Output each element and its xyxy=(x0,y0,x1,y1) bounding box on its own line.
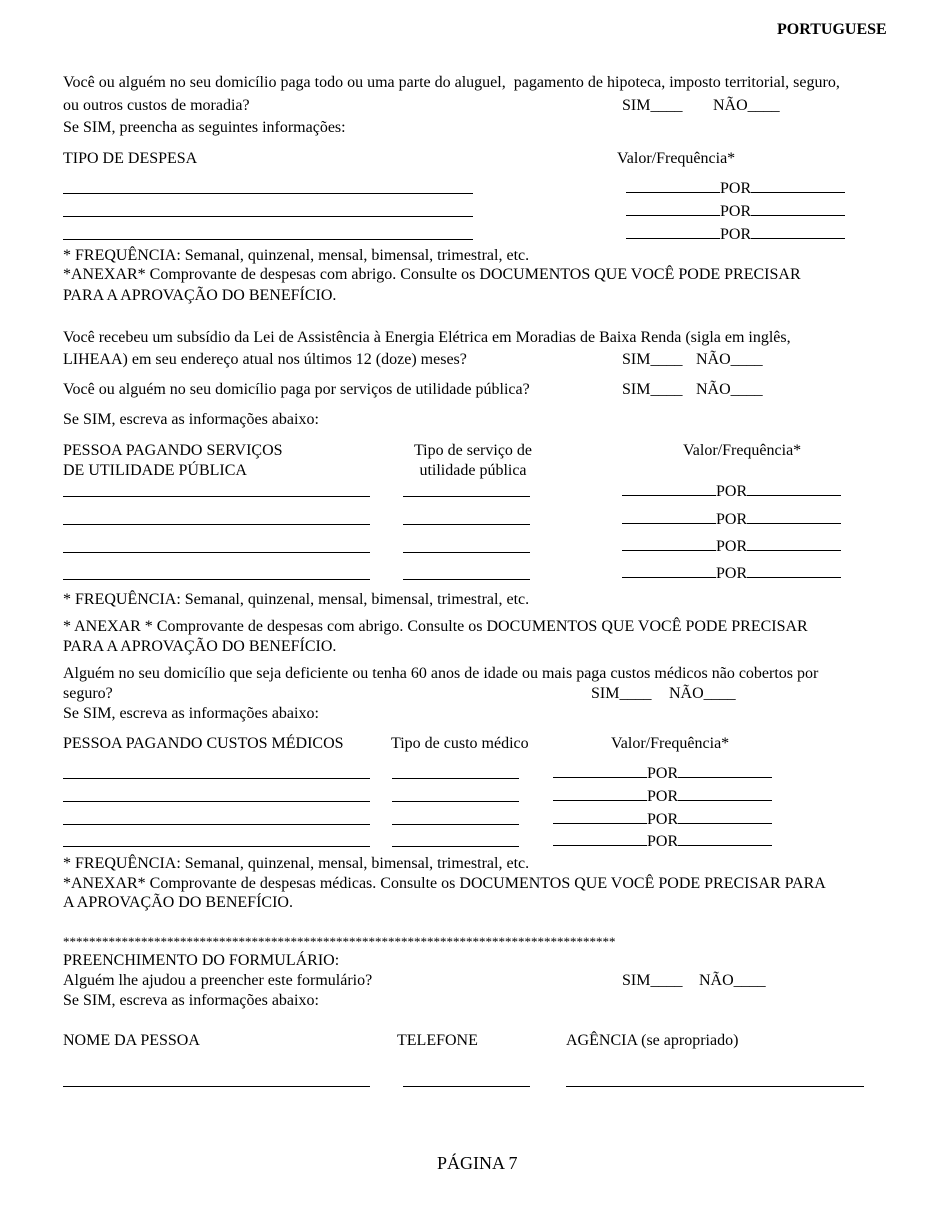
housing-nao-field[interactable]: NÃO____ xyxy=(713,97,780,114)
housing-question-line2: ou outros custos de moradia? xyxy=(63,97,250,114)
medical-sim-field[interactable]: SIM____ xyxy=(591,685,652,702)
medical-person-line-4[interactable] xyxy=(63,846,370,847)
form-completion-col-name: NOME DA PESSOA xyxy=(63,1032,200,1049)
medical-value-row-3[interactable]: POR xyxy=(553,809,772,830)
utilities-value-row-3[interactable]: POR xyxy=(622,536,841,557)
medical-col-value: Valor/Frequência* xyxy=(611,735,730,752)
medical-col-person: PESSOA PAGANDO CUSTOS MÉDICOS xyxy=(63,735,344,752)
medical-person-line-3[interactable] xyxy=(63,824,370,825)
medical-nao-field[interactable]: NÃO____ xyxy=(669,685,736,702)
utilities-col-person-line1: PESSOA PAGANDO SERVIÇOS xyxy=(63,442,283,459)
utilities-type-line-2[interactable] xyxy=(403,524,530,525)
form-completion-sim-field[interactable]: SIM____ xyxy=(622,972,683,989)
form-completion-if-yes: Se SIM, escreva as informações abaixo: xyxy=(63,992,319,1009)
utilities-note-attach-line1: * ANEXAR * Comprovante de despesas com abrigo. Consulte os DOCUMENTOS QUE VOCÊ PODE PRECISAR xyxy=(63,618,808,635)
medical-person-line-1[interactable] xyxy=(63,778,370,779)
liheaa-question-line2: LIHEAA) em seu endereço atual nos últimos 12 (doze) meses? xyxy=(63,351,467,368)
housing-question-line1: Você ou alguém no seu domicílio paga todo ou uma parte do aluguel, pagamento de hipoteca, imposto territorial, seguro, xyxy=(63,74,840,91)
page-number: PÁGINA 7 xyxy=(437,1153,518,1173)
utilities-type-line-1[interactable] xyxy=(403,496,530,497)
medical-value-row-2[interactable]: POR xyxy=(553,786,772,807)
housing-type-line-3[interactable] xyxy=(63,239,473,240)
helper-agency-line[interactable] xyxy=(566,1086,864,1087)
liheaa-sim-field[interactable]: SIM____ xyxy=(622,351,683,368)
medical-type-line-2[interactable] xyxy=(392,801,519,802)
housing-col-type: TIPO DE DESPESA xyxy=(63,150,198,167)
housing-note-frequency: * FREQUÊNCIA: Semanal, quinzenal, mensal, bimensal, trimestral, etc. xyxy=(63,247,530,264)
utilities-col-value: Valor/Frequência* xyxy=(683,442,802,459)
utilities-note-frequency: * FREQUÊNCIA: Semanal, quinzenal, mensal, bimensal, trimestral, etc. xyxy=(63,591,530,608)
housing-value-row-2[interactable]: POR xyxy=(626,201,845,222)
medical-person-line-2[interactable] xyxy=(63,801,370,802)
utilities-note-attach-line2: PARA A APROVAÇÃO DO BENEFÍCIO. xyxy=(63,638,337,655)
housing-col-value: Valor/Frequência* xyxy=(617,150,736,167)
housing-sim-field[interactable]: SIM____ xyxy=(622,97,683,114)
form-completion-question: Alguém lhe ajudou a preencher este formulário? xyxy=(63,972,373,989)
medical-type-line-4[interactable] xyxy=(392,846,519,847)
housing-type-line-1[interactable] xyxy=(63,193,473,194)
utilities-col-type-line1: Tipo de serviço de xyxy=(413,442,533,459)
utilities-if-yes: Se SIM, escreva as informações abaixo: xyxy=(63,411,319,428)
form-completion-col-phone: TELEFONE xyxy=(397,1032,478,1049)
liheaa-question-line1: Você recebeu um subsídio da Lei de Assistência à Energia Elétrica em Moradias de Baixa Renda (sigla em inglês, xyxy=(63,329,791,346)
medical-note-frequency: * FREQUÊNCIA: Semanal, quinzenal, mensal, bimensal, trimestral, etc. xyxy=(63,855,530,872)
helper-phone-line[interactable] xyxy=(403,1086,530,1087)
housing-value-row-1[interactable]: POR xyxy=(626,178,845,199)
language-label: PORTUGUESE xyxy=(777,21,887,38)
medical-question-line2: seguro? xyxy=(63,685,113,702)
utilities-question: Você ou alguém no seu domicílio paga por serviços de utilidade pública? xyxy=(63,381,530,398)
liheaa-nao-field[interactable]: NÃO____ xyxy=(696,351,763,368)
medical-value-row-1[interactable]: POR xyxy=(553,763,772,784)
utilities-person-line-3[interactable] xyxy=(63,552,370,553)
housing-note-attach-line2: PARA A APROVAÇÃO DO BENEFÍCIO. xyxy=(63,287,337,304)
utilities-person-line-4[interactable] xyxy=(63,579,370,580)
utilities-col-type-line2: utilidade pública xyxy=(419,462,527,479)
form-completion-title: PREENCHIMENTO DO FORMULÁRIO: xyxy=(63,952,340,969)
medical-note-attach-line1: *ANEXAR* Comprovante de despesas médicas. Consulte os DOCUMENTOS QUE VOCÊ PODE PRECISAR PARA xyxy=(63,875,826,892)
helper-name-line[interactable] xyxy=(63,1086,370,1087)
utilities-person-line-2[interactable] xyxy=(63,524,370,525)
utilities-col-person-line2: DE UTILIDADE PÚBLICA xyxy=(63,462,247,479)
housing-value-row-3[interactable]: POR xyxy=(626,224,845,245)
medical-question-line1: Alguém no seu domicílio que seja deficiente ou tenha 60 anos de idade ou mais paga custos médicos não cobertos por xyxy=(63,665,819,682)
housing-if-yes: Se SIM, preencha as seguintes informações: xyxy=(63,119,346,136)
form-completion-nao-field[interactable]: NÃO____ xyxy=(699,972,766,989)
utilities-value-row-1[interactable]: POR xyxy=(622,481,841,502)
medical-value-row-4[interactable]: POR xyxy=(553,831,772,852)
utilities-type-line-4[interactable] xyxy=(403,579,530,580)
utilities-value-row-4[interactable]: POR xyxy=(622,563,841,584)
utilities-person-line-1[interactable] xyxy=(63,496,370,497)
form-completion-col-agency: AGÊNCIA (se apropriado) xyxy=(566,1032,739,1049)
medical-note-attach-line2: A APROVAÇÃO DO BENEFÍCIO. xyxy=(63,894,293,911)
medical-if-yes: Se SIM, escreva as informações abaixo: xyxy=(63,705,319,722)
medical-type-line-1[interactable] xyxy=(392,778,519,779)
medical-type-line-3[interactable] xyxy=(392,824,519,825)
housing-note-attach-line1: *ANEXAR* Comprovante de despesas com abrigo. Consulte os DOCUMENTOS QUE VOCÊ PODE PRECISAR xyxy=(63,266,801,283)
utilities-sim-field[interactable]: SIM____ xyxy=(622,381,683,398)
utilities-nao-field[interactable]: NÃO____ xyxy=(696,381,763,398)
utilities-type-line-3[interactable] xyxy=(403,552,530,553)
medical-col-type: Tipo de custo médico xyxy=(391,735,529,752)
separator-stars: ************************************************************************************* xyxy=(63,934,616,949)
utilities-value-row-2[interactable]: POR xyxy=(622,509,841,530)
housing-type-line-2[interactable] xyxy=(63,216,473,217)
